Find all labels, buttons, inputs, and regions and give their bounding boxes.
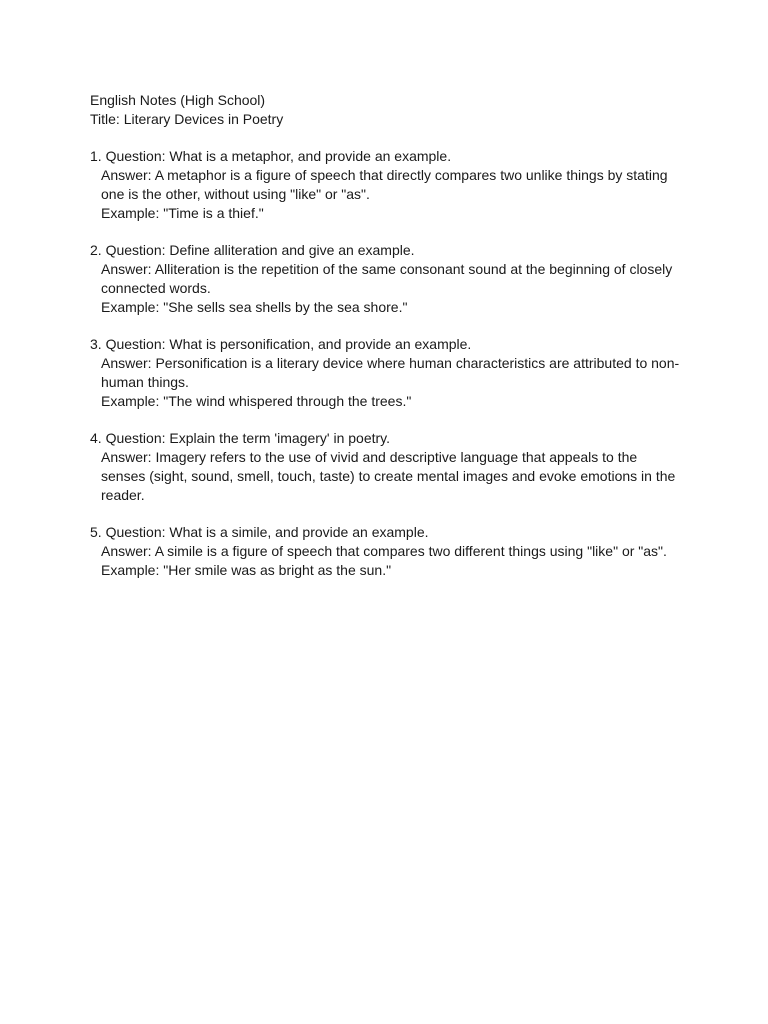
- spacer: [90, 223, 678, 242]
- qa-item-2: [90, 241, 678, 316]
- document-title: Title: Literary Devices in Poetry: [90, 110, 284, 127]
- spacer: [90, 129, 678, 148]
- question-text: 4. Question: Explain the term 'imagery' in poetry.: [90, 430, 391, 447]
- example-text: Example: "Her smile was as bright as the sun.": [101, 561, 392, 578]
- qa-item-4: [90, 429, 678, 504]
- example-text: Example: "Time is a thief.": [101, 204, 264, 221]
- qa-item-3: [90, 335, 678, 410]
- qa-item-5: [90, 523, 678, 579]
- answer-text: Answer: Personification is a literary device where human characteristics are attributed to non-human things.: [101, 355, 680, 390]
- question-text: 2. Question: Define alliteration and give an example.: [90, 242, 415, 259]
- answer-text: Answer: A metaphor is a figure of speech that directly compares two unlike things by stating one is the other, without using "like" or "as".: [101, 167, 668, 202]
- question-text: 5. Question: What is a simile, and provide an example.: [90, 524, 429, 541]
- spacer: [90, 505, 678, 524]
- question-text: 1. Question: What is a metaphor, and provide an example.: [90, 148, 452, 165]
- answer-text: Answer: Alliteration is the repetition of the same consonant sound at the beginning of closely connected words.: [101, 261, 673, 296]
- answer-text: Answer: A simile is a figure of speech that compares two different things using "like" or "as".: [101, 543, 667, 560]
- answer-text: Answer: Imagery refers to the use of vivid and descriptive language that appeals to the senses (sight, sound, smell, touch, taste) to create mental images and evoke emotions in the reader.: [101, 449, 676, 503]
- question-text: 3. Question: What is personification, and provide an example.: [90, 336, 472, 353]
- spacer: [90, 411, 678, 430]
- course-heading: English Notes (High School): [90, 92, 266, 108]
- example-text: Example: "The wind whispered through the trees.": [101, 392, 412, 409]
- qa-item-1: [90, 147, 678, 222]
- example-text: Example: "She sells sea shells by the sea shore.": [101, 298, 408, 315]
- spacer: [90, 317, 678, 336]
